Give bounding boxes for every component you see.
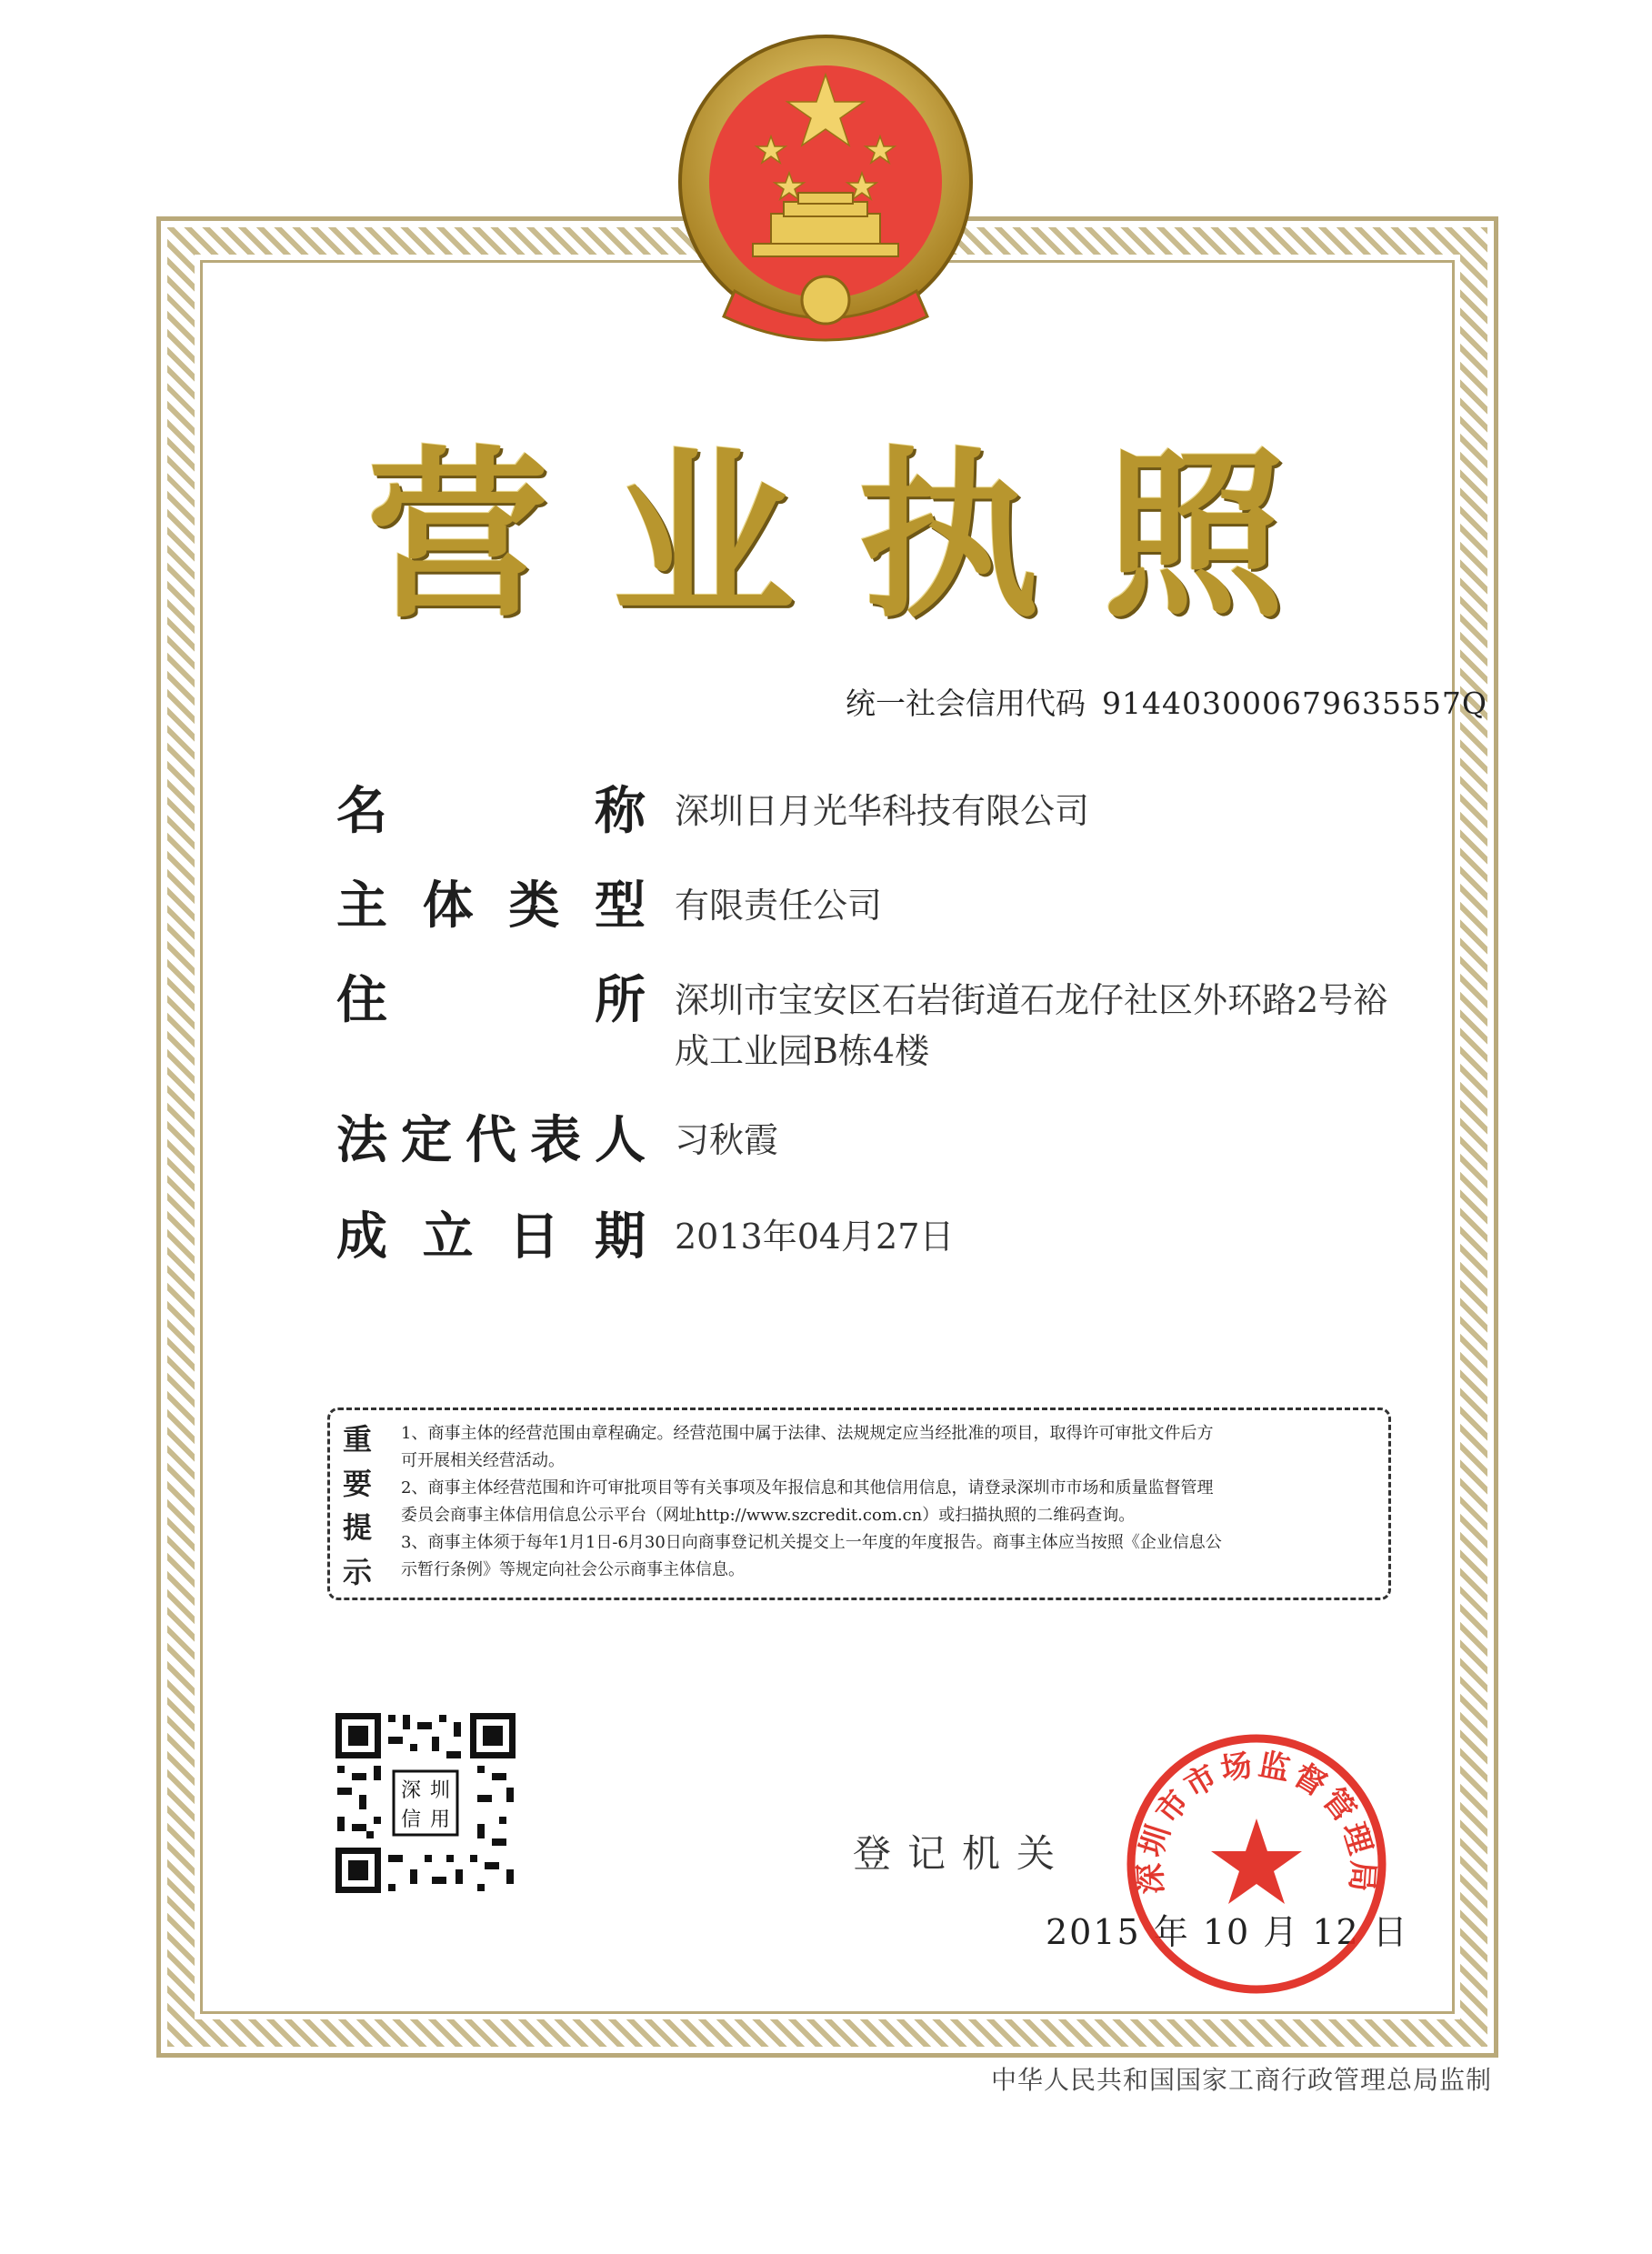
company-name: 深圳日月光华科技有限公司 <box>675 791 1090 831</box>
field-label: 住 所 <box>336 971 646 1030</box>
field-entity-type <box>336 875 1447 938</box>
qr-center-char: 圳 <box>430 1779 451 1802</box>
qr-center-char: 信 <box>401 1808 422 1831</box>
qr-center-char: 深 <box>401 1779 422 1802</box>
notice-line: 1、商事主体的经营范围由章程确定。经营范围中属于法律、法规规定应当经批准的项目，取得许可审批文件后方 <box>401 1424 1214 1443</box>
credit-code-label: 统一社会信用代码 <box>846 686 1086 721</box>
registration-date: 2015 年 10 月 12 日 <box>1046 1912 1409 1952</box>
legal-representative: 习秋霞 <box>675 1120 779 1160</box>
notice-title: 重 要 提 示 <box>343 1422 373 1589</box>
address: 深圳市宝安区石岩街道石龙仔社区外环路2号裕 成工业园B栋4楼 <box>675 980 1388 1071</box>
notice-line: 2、商事主体经营范围和许可审批项目等有关事项及年报信息和其他信用信息，请登录深圳市市场和质量监督管理 <box>401 1478 1214 1498</box>
notice-line: 委员会商事主体信用信息公示平台（网址http://www.szcredit.com.cn）或扫描执照的二维码查询。 <box>401 1506 1136 1525</box>
credit-code-row <box>846 680 1487 723</box>
qr-code-icon <box>332 1709 519 1897</box>
qr-center-char: 用 <box>430 1808 451 1831</box>
field-label: 法 定 代 表 人 <box>336 1111 646 1170</box>
field-legal-representative <box>336 1109 1447 1173</box>
important-notice-box <box>327 1407 1391 1600</box>
credit-code-value: 914403000679635557Q <box>1102 686 1487 721</box>
field-address <box>336 969 1447 1077</box>
footer-supervision: 中华人民共和国国家工商行政管理总局监制 <box>991 2065 1493 2095</box>
field-label: 主 体 类 型 <box>336 877 646 936</box>
registration-authority-label: 登记机关 <box>853 1831 1072 1876</box>
entity-type: 有限责任公司 <box>675 886 883 926</box>
notice-line: 示暂行条例》等规定向社会公示商事主体信息。 <box>401 1560 745 1579</box>
field-name <box>336 780 1447 844</box>
license-title: 营业执照 <box>366 431 1349 643</box>
notice-body <box>401 1410 1365 1598</box>
seal-text: 深圳市市场监督管理局 <box>1132 1746 1381 1897</box>
national-emblem-icon <box>671 27 980 355</box>
notice-line: 3、商事主体须于每年1月1日-6月30日向商事登记机关提交上一年度的年度报告。商事主体应当按照《企业信息公 <box>401 1533 1222 1552</box>
field-label: 成 立 日 期 <box>336 1207 646 1267</box>
notice-line: 可开展相关经营活动。 <box>401 1451 565 1470</box>
official-seal-icon <box>1120 1728 1393 2000</box>
field-established-date <box>336 1206 1447 1269</box>
field-label: 名 称 <box>336 782 646 841</box>
established-date: 2013年04月27日 <box>675 1217 955 1257</box>
